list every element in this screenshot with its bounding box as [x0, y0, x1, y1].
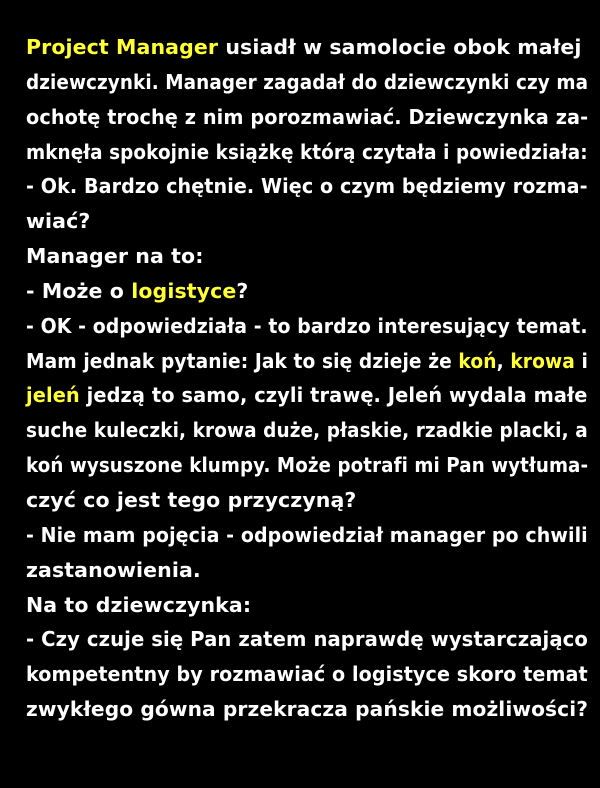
story-line: - Ok. Bardzo chętnie. Więc o czym będziemy rozma- — [26, 174, 588, 199]
story-line: suche kuleczki, krowa duże, płaskie, rzadkie placki, a — [26, 418, 588, 443]
story-text: , — [496, 348, 511, 373]
story-line: wiać? — [26, 209, 91, 234]
highlight-kon: koń — [458, 348, 497, 373]
story-text: jedzą to samo, czyli trawę. Jeleń wydala małe — [79, 383, 588, 408]
story-text: usiadł w samolocie obok małej — [218, 35, 582, 59]
story-line: kompetentny by rozmawiać o logistyce skoro temat — [26, 662, 588, 687]
story-line: - OK - odpowiedziała - to bardzo interesujący temat. — [26, 313, 588, 338]
story-line: koń wysuszone klumpy. Może potrafi mi Pan wytłuma- — [26, 453, 589, 478]
story-line — [26, 344, 588, 379]
story-text: i — [574, 348, 588, 373]
story-line: Na to dziewczynka: — [26, 592, 252, 617]
story-line — [26, 274, 584, 309]
story-line: czyć co jest tego przyczyną? — [26, 487, 357, 512]
story-line: Manager na to: — [26, 244, 204, 269]
story-line: - Nie mam pojęcia - odpowiedział manager po chwili — [26, 522, 588, 547]
highlight-project-manager: Project Manager — [26, 35, 219, 59]
story-line — [26, 378, 588, 413]
story-line: ochotę trochę z nim porozmawiać. Dziewczynka za- — [26, 104, 589, 129]
story-line: zwykłego gówna przekracza pańskie możliwości? — [26, 697, 589, 722]
story-line: dziewczynki. Manager zagadał do dziewczynki czy ma — [26, 69, 589, 94]
highlight-logistyce: logistyce — [131, 278, 237, 303]
highlight-krowa: krowa — [510, 348, 575, 373]
story-text: ? — [236, 278, 249, 303]
story-text: Mam jednak pytanie: Jak to się dzieje że — [26, 348, 459, 373]
story-line — [26, 30, 584, 65]
story-line: zastanowienia. — [26, 557, 201, 582]
highlight-jelen: jeleń — [26, 383, 80, 408]
story-text: - Może o — [26, 278, 132, 303]
story-line: - Czy czuje się Pan zatem naprawdę wystarczająco — [26, 627, 588, 652]
story-line: mknęła spokojnie książkę którą czytała i powiedziała: — [26, 139, 588, 164]
